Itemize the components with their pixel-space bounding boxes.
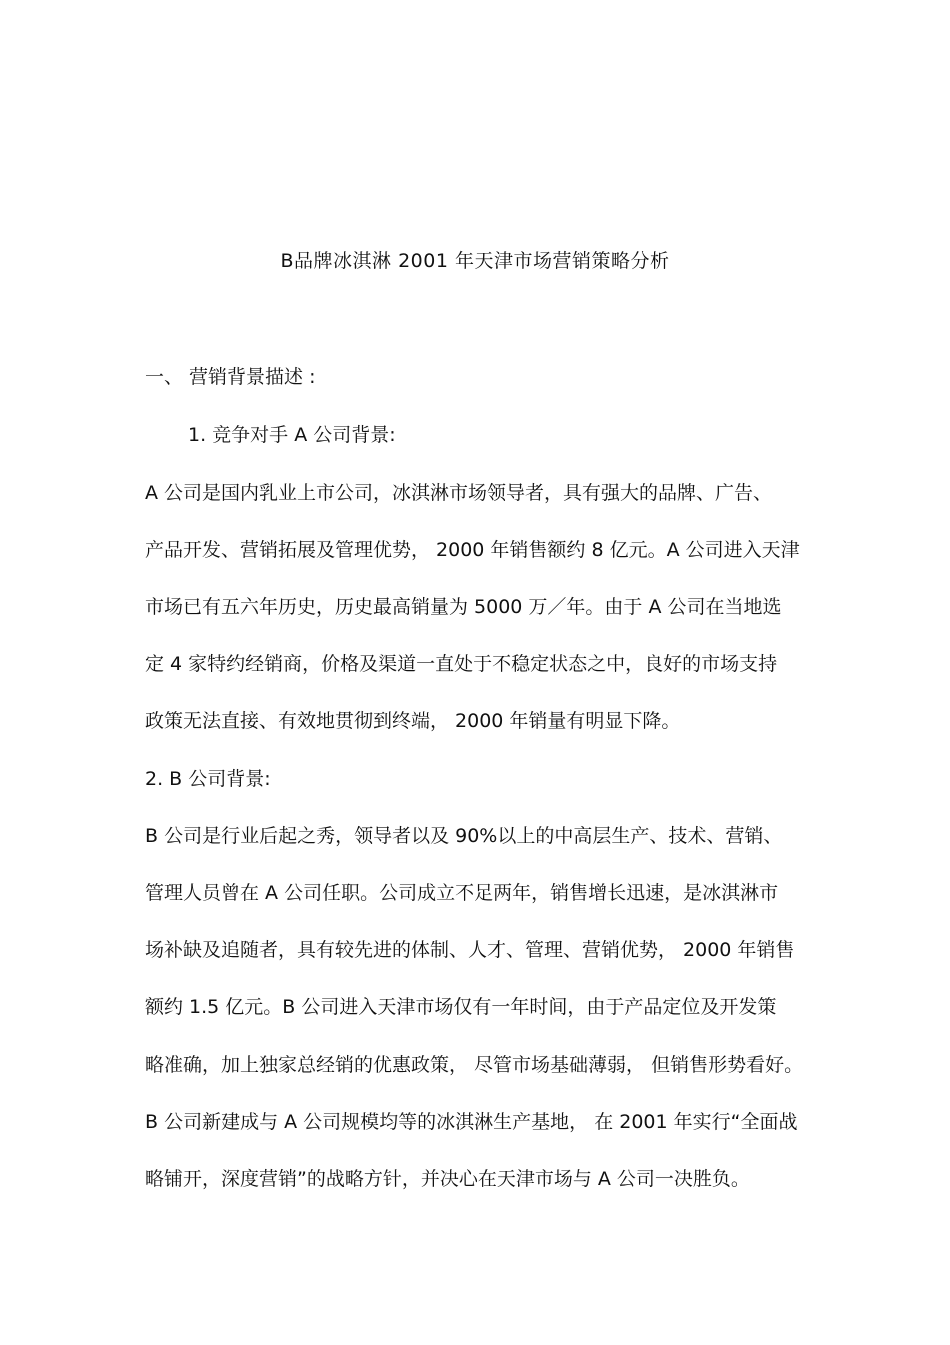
paragraph-line: B 公司是行业后起之秀，领导者以及 90%以上的中高层生产、技术、营销、 xyxy=(145,825,783,847)
paragraph-line: 定 4 家特约经销商，价格及渠道一直处于不稳定状态之中，良好的市场支持 xyxy=(145,653,778,675)
paragraph-line: 产品开发、营销拓展及管理优势， 2000 年销售额约 8 亿元。A 公司进入天津 xyxy=(145,539,800,561)
paragraph-line: B 公司新建成与 A 公司规模均等的冰淇淋生产基地， 在 2001 年实行“全面战 xyxy=(145,1111,798,1133)
paragraph-line: 政策无法直接、有效地贯彻到终端， 2000 年销量有明显下降。 xyxy=(145,710,681,732)
paragraph-line: 略铺开，深度营销”的战略方针，并决心在天津市场与 A 公司一决胜负。 xyxy=(145,1168,750,1190)
paragraph-line: A 公司是国内乳业上市公司，冰淇淋市场领导者，具有强大的品牌、广告、 xyxy=(145,482,773,504)
paragraph-line: 略准确，加上独家总经销的优惠政策， 尽管市场基础薄弱， 但销售形势看好。 xyxy=(145,1054,804,1076)
section-heading: 一、 营销背景描述 : xyxy=(145,366,316,388)
paragraph-line: 管理人员曾在 A 公司任职。公司成立不足两年，销售增长迅速，是冰淇淋市 xyxy=(145,882,779,904)
paragraph-line: 额约 1.5 亿元。B 公司进入天津市场仅有一年时间，由于产品定位及开发策 xyxy=(145,996,777,1018)
paragraph-line: 场补缺及追随者，具有较先进的体制、人才、管理、营销优势， 2000 年销售 xyxy=(145,939,795,961)
subsection-heading-1: 1. 竞争对手 A 公司背景: xyxy=(188,424,396,446)
paragraph-line: 市场已有五六年历史，历史最高销量为 5000 万／年。由于 A 公司在当地选 xyxy=(145,596,782,618)
subsection-heading-2: 2. B 公司背景: xyxy=(145,768,271,790)
document-title: B品牌冰淇淋 2001 年天津市场营销策略分析 xyxy=(280,250,670,272)
